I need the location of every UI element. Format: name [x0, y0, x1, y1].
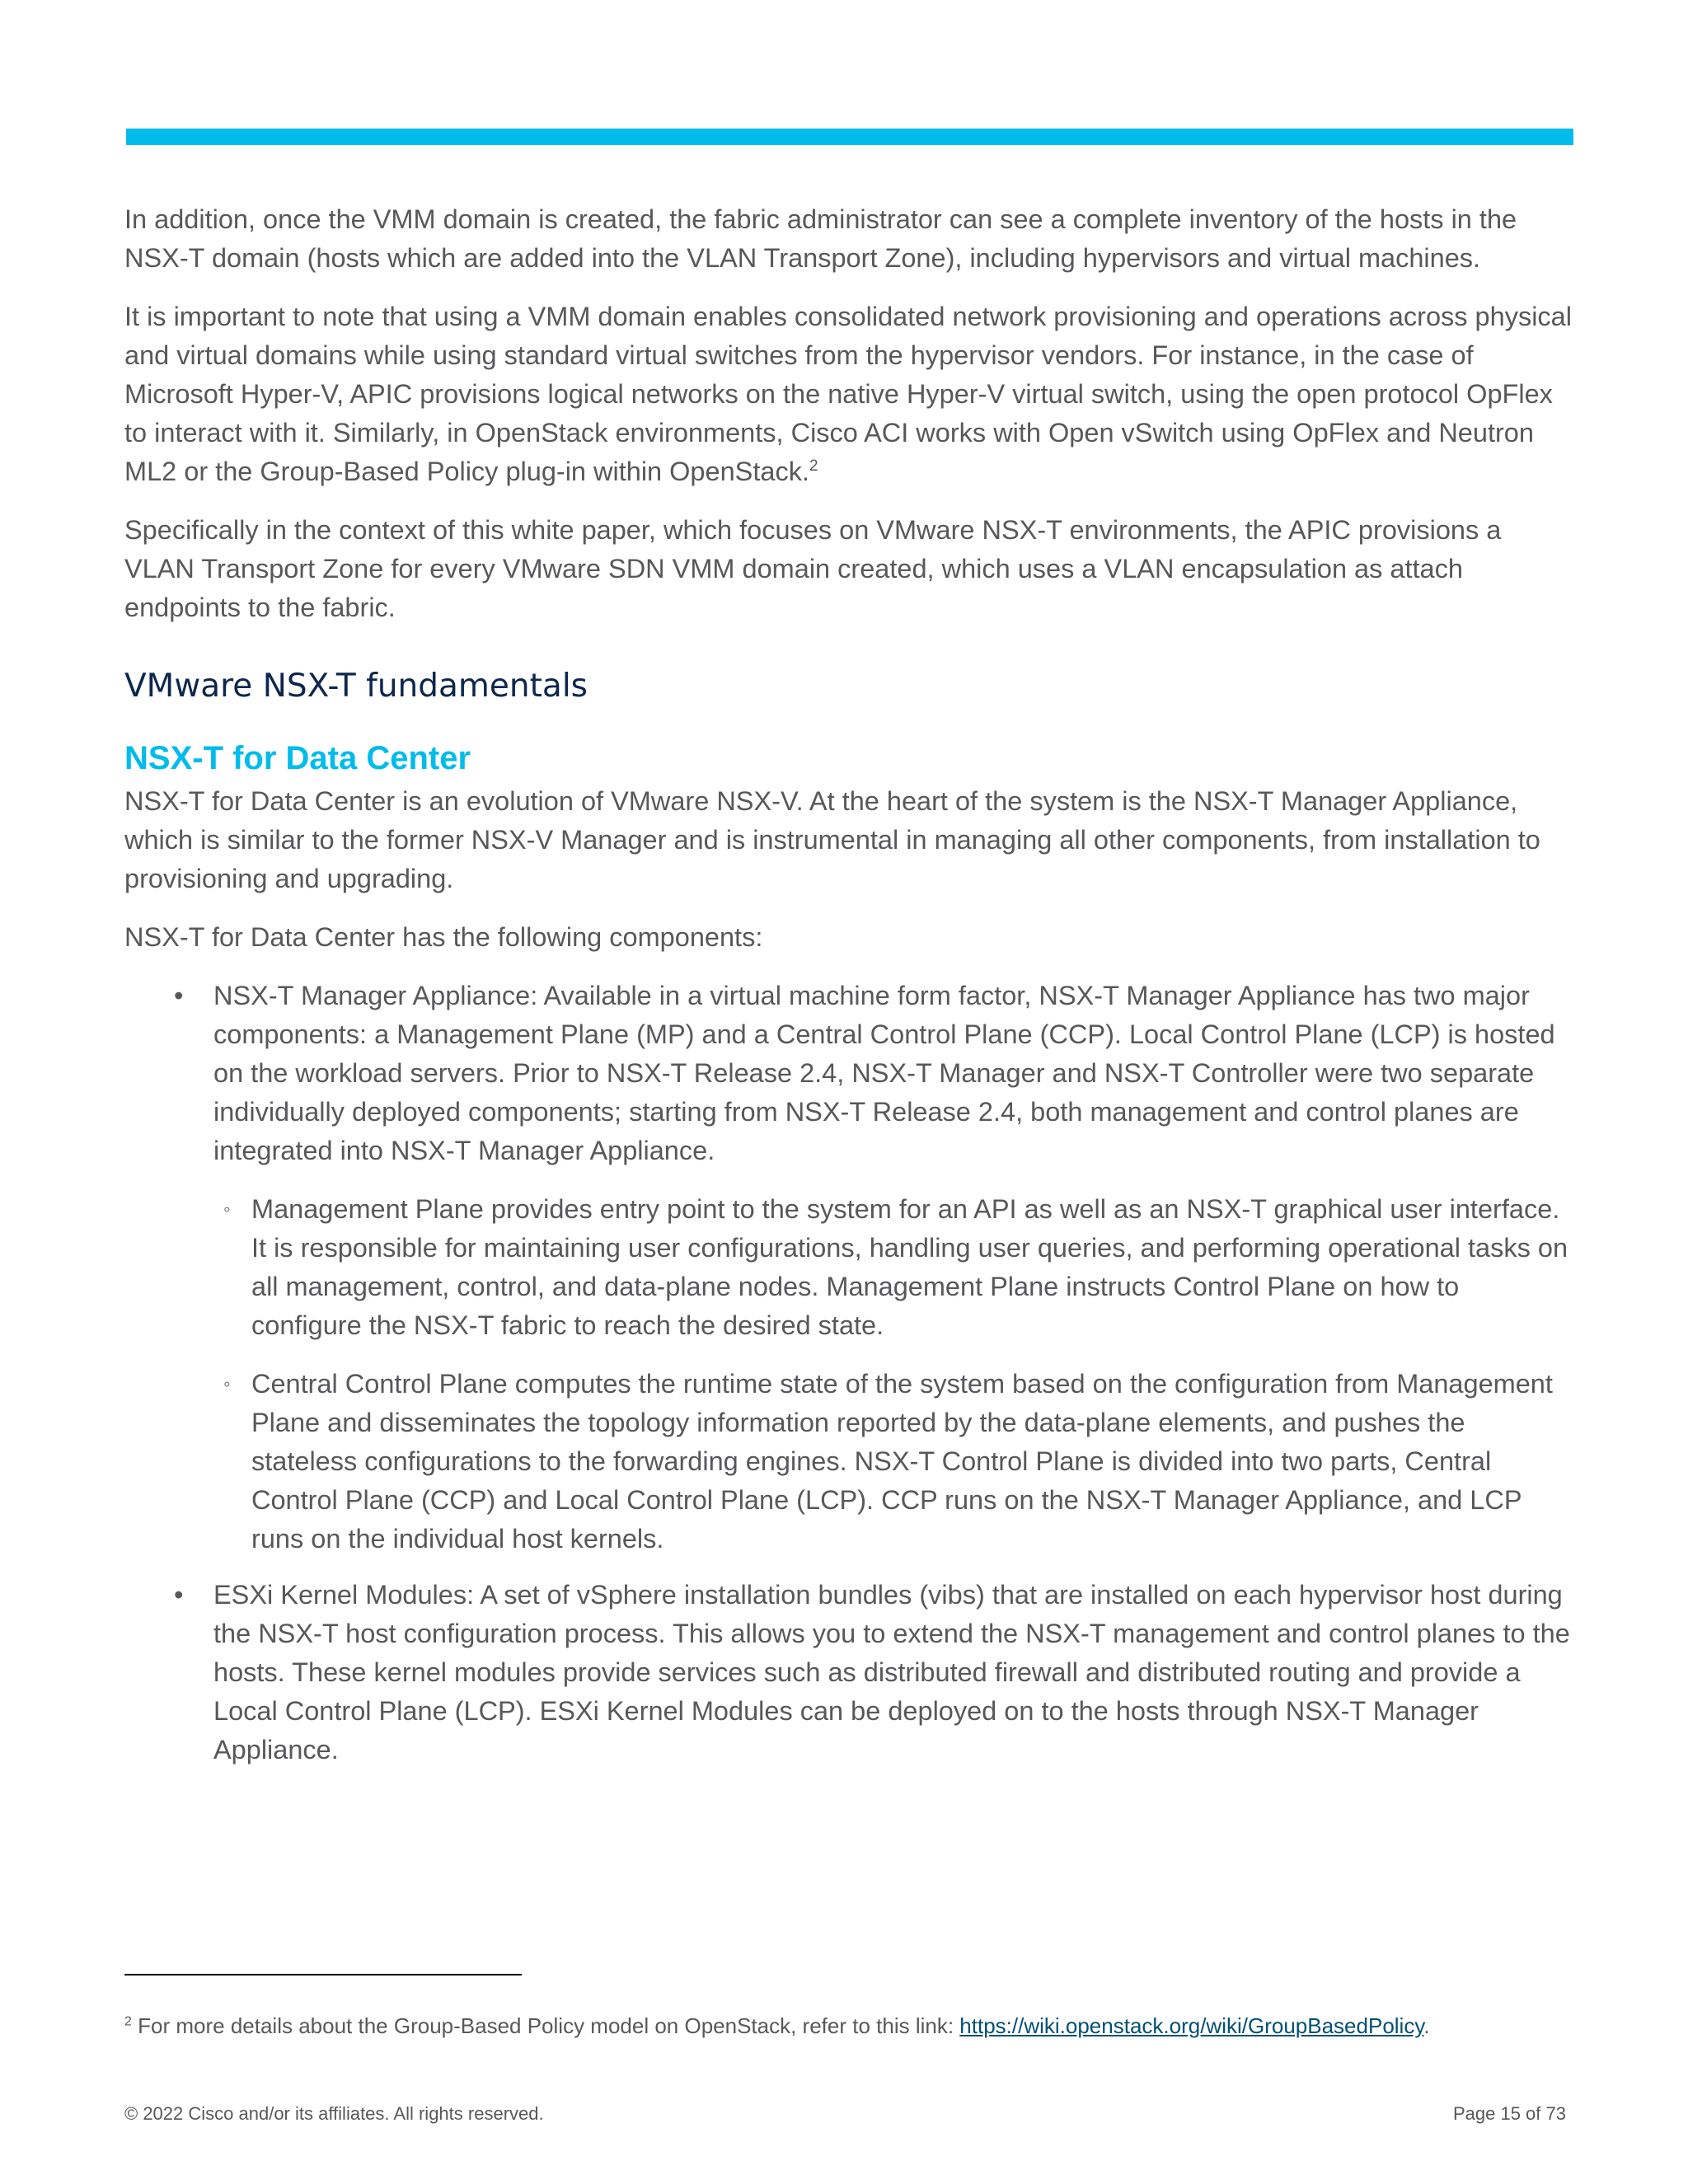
- header-accent-bar: [126, 129, 1573, 145]
- footnote-divider: [124, 1974, 522, 1975]
- sub-heading: NSX-T for Data Center: [124, 740, 471, 776]
- sub-list: [213, 1190, 1575, 1558]
- footnote-link[interactable]: https://wiki.openstack.org/wiki/GroupBasedPolicy: [959, 2013, 1424, 2038]
- paragraph: [124, 298, 1575, 491]
- list-item: [174, 1576, 1575, 1769]
- paragraph: NSX-T for Data Center has the following components:: [124, 922, 763, 952]
- paragraph: In addition, once the VMM domain is created, the fabric administrator can see a complete inventory of the hosts in the NSX-T domain (hosts which are added into the VLAN Transport Zone), including hypervisors and virtual machines.: [124, 204, 1517, 273]
- list-item: [174, 977, 1575, 1558]
- footnote-text: For more details about the Group-Based Policy model on OpenStack, refer to this link:: [131, 2013, 960, 2038]
- paragraph-text: It is important to note that using a VMM domain enables consolidated network provisioning and operations across physical and virtual domains while using standard virtual switches from the hypervisor vendors. For instance, in the case of Microsoft Hyper-V, APIC provisions logical networks on the native Hyper-V virtual switch, using the open protocol OpFlex to interact with it. Similarly, in OpenStack environments, Cisco ACI works with Open vSwitch using OpFlex and Neutron ML2 or the Group-Based Policy plug-in within OpenStack.: [124, 302, 1572, 486]
- bullet-icon: •: [174, 1580, 184, 1610]
- footnote: [124, 2011, 1430, 2041]
- section-heading: VMware NSX-T fundamentals: [124, 668, 588, 705]
- page-content: [124, 200, 1575, 1787]
- sub-bullet-icon: ◦: [223, 1198, 231, 1221]
- paragraph: Specifically in the context of this white paper, which focuses on VMware NSX-T environments, the APIC provisions a VLAN Transport Zone for every VMware SDN VMM domain created, which uses a VLAN encapsulation as attach endpoints to the fabric.: [124, 515, 1502, 622]
- bullet-icon: •: [174, 981, 184, 1010]
- component-list: [124, 977, 1575, 1769]
- copyright-notice: © 2022 Cisco and/or its affiliates. All rights reserved.: [124, 2103, 544, 2124]
- list-item-text: ESXi Kernel Modules: A set of vSphere installation bundles (vibs) that are installed on each hypervisor host during the NSX-T host configuration process. This allows you to extend the NSX-T management and control planes to the hosts. These kernel modules provide services such as distributed firewall and distributed routing and provide a Local Control Plane (LCP). ESXi Kernel Modules can be deployed on to the hosts through NSX-T Manager Appliance.: [213, 1580, 1570, 1765]
- sub-list-item: [223, 1365, 1575, 1558]
- paragraph: NSX-T for Data Center is an evolution of VMware NSX-V. At the heart of the system is the NSX-T Manager Appliance, which is similar to the former NSX-V Manager and is instrumental in managing all other components, from installation to provisioning and upgrading.: [124, 786, 1540, 893]
- footnote-number: 2: [124, 2014, 132, 2029]
- sub-bullet-icon: ◦: [223, 1373, 231, 1395]
- list-item-text: NSX-T Manager Appliance: Available in a virtual machine form factor, NSX-T Manager Appliance has two major components: a Management Plane (MP) and a Central Control Plane (CCP). Local Control Plane (LCP) is hosted on the workload servers. Prior to NSX-T Release 2.4, NSX-T Manager and NSX-T Controller were two separate individually deployed components; starting from NSX-T Release 2.4, both management and control planes are integrated into NSX-T Manager Appliance.: [213, 981, 1555, 1165]
- page-number: Page 15 of 73: [1452, 2103, 1566, 2124]
- footnote-ref[interactable]: 2: [809, 457, 818, 476]
- footnote-trailing: .: [1423, 2013, 1430, 2038]
- sub-list-item-text: Management Plane provides entry point to the system for an API as well as an NSX-T graphical user interface. It is responsible for maintaining user configurations, handling user queries, and performing operational tasks on all management, control, and data-plane nodes. Management Plane instructs Control Plane on how to configure the NSX-T fabric to reach the desired state.: [251, 1194, 1568, 1340]
- sub-list-item: [223, 1190, 1575, 1345]
- sub-list-item-text: Central Control Plane computes the runtime state of the system based on the configuration from Management Plane and disseminates the topology information reported by the data-plane elements, and pushes the stateless configurations to the forwarding engines. NSX-T Control Plane is divided into two parts, Central Control Plane (CCP) and Local Control Plane (LCP). CCP runs on the NSX-T Manager Appliance, and LCP runs on the individual host kernels.: [251, 1369, 1553, 1554]
